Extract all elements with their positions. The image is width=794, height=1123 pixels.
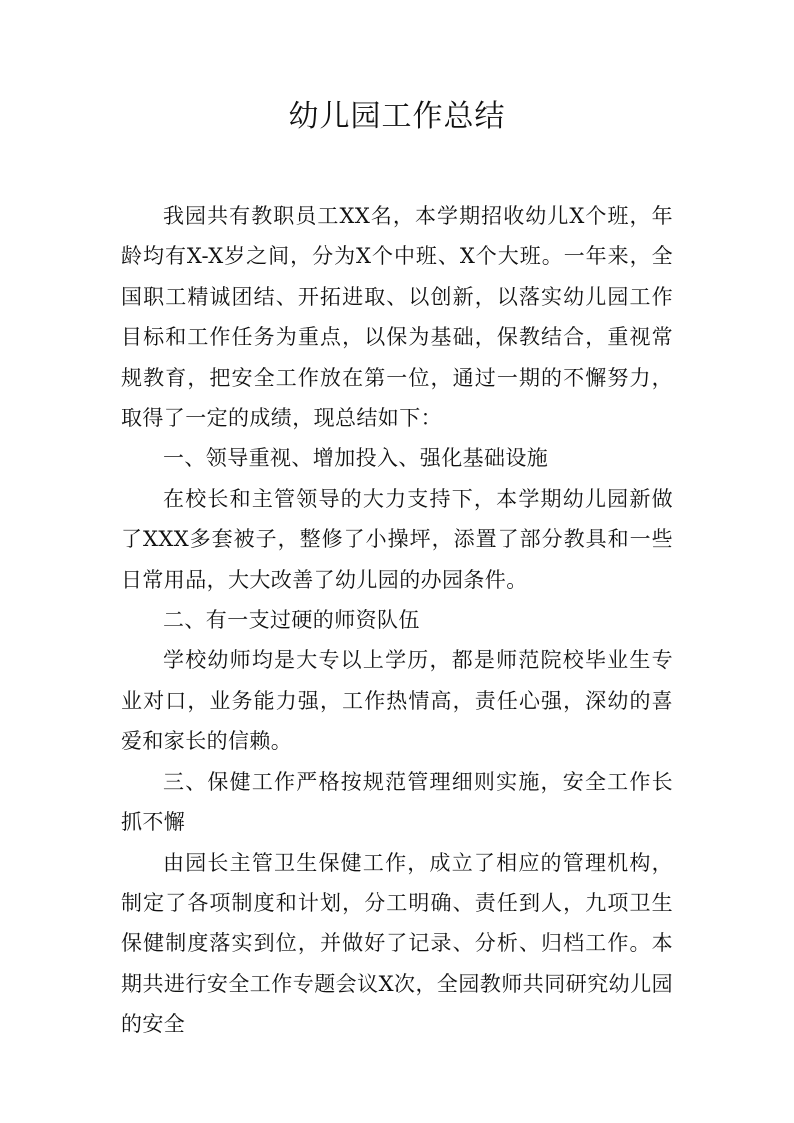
- paragraph-section-2: 学校幼师均是大专以上学历，都是师范院校毕业生专业对口，业务能力强，工作热情高，责任心强，深幼的喜爱和家长的信赖。: [121, 648, 673, 754]
- document-body: [121, 196, 673, 1045]
- paragraph-section-1: 在校长和主管领导的大力支持下，本学期幼儿园新做了XXX多套被子，整修了小操坪，添置了部分教具和一些日常用品，大大改善了幼儿园的办园条件。: [121, 486, 673, 592]
- section-heading-2: 二、有一支过硬的师资队伍: [163, 608, 420, 633]
- section-heading-1: 一、领导重视、增加投入、强化基础设施: [163, 446, 549, 471]
- document-title: 幼儿园工作总结: [288, 99, 506, 134]
- section-heading-3: 三、保健工作严格按规范管理细则实施，安全工作长抓不懈: [121, 769, 673, 835]
- paragraph-intro: 我园共有教职员工XX名，本学期招收幼儿X个班，年龄均有X-X岁之间，分为X个中班、X个大班。一年来，全国职工精诚团结、开拓进取、以创新，以落实幼儿园工作目标和工作任务为重点，以保为基础，保教结合，重视常规教育，把安全工作放在第一位，通过一期的不懈努力，取得了一定的成绩，现总结如下：: [121, 204, 673, 431]
- paragraph-section-3: 由园长主管卫生保健工作，成立了相应的管理机构，制定了各项制度和计划，分工明确、责任到人，九项卫生保健制度落实到位，并做好了记录、分析、归档工作。本期共进行安全工作专题会议X次，全园教师共同研究幼儿园的安全: [121, 850, 673, 1037]
